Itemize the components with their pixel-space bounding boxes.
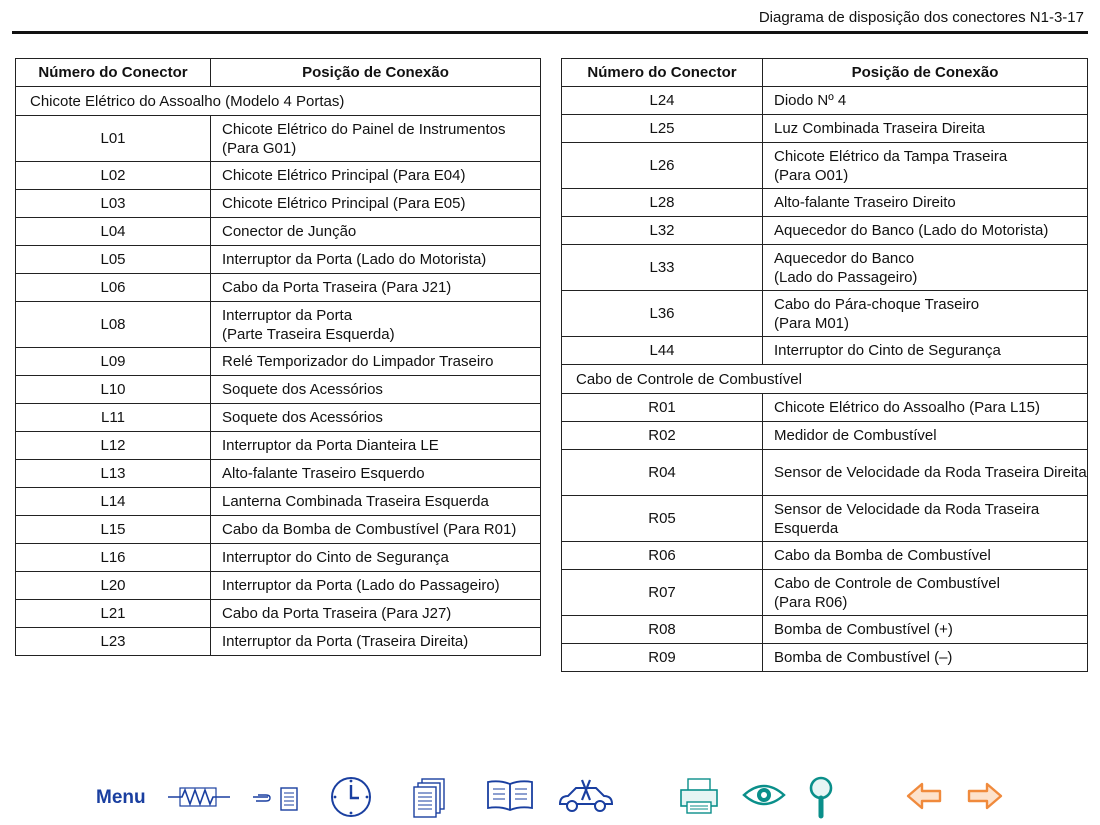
connection-position: Cabo da Bomba de Combustível bbox=[763, 542, 1088, 570]
table-row bbox=[16, 302, 541, 348]
connection-position: Chicote Elétrico Principal (Para E05) bbox=[211, 190, 541, 218]
connection-position: Cabo da Porta Traseira (Para J21) bbox=[211, 274, 541, 302]
connector-number: L12 bbox=[16, 432, 211, 460]
table-row bbox=[562, 217, 1088, 245]
table-row bbox=[562, 115, 1088, 143]
connector-number: L33 bbox=[562, 245, 763, 291]
section-row bbox=[562, 365, 1088, 394]
connector-number: L13 bbox=[16, 460, 211, 488]
table-row bbox=[562, 644, 1088, 672]
column-header-position: Posição de Conexão bbox=[763, 59, 1088, 87]
table-row bbox=[562, 291, 1088, 337]
pointing-hand-icon[interactable] bbox=[250, 785, 302, 813]
connection-position: Aquecedor do Banco (Lado do Passageiro) bbox=[763, 245, 1088, 291]
connection-position: Bomba de Combustível (–) bbox=[763, 644, 1088, 672]
table-row bbox=[562, 570, 1088, 616]
connection-position: Cabo de Controle de Combustível (Para R06) bbox=[763, 570, 1088, 616]
connection-position: Sensor de Velocidade da Roda Traseira Direita bbox=[763, 450, 1088, 496]
connection-position: Chicote Elétrico do Assoalho (Para L15) bbox=[763, 394, 1088, 422]
connection-position: Alto-falante Traseiro Direito bbox=[763, 189, 1088, 217]
connector-number: L11 bbox=[16, 404, 211, 432]
connection-position: Interruptor do Cinto de Segurança bbox=[211, 544, 541, 572]
connection-position: Conector de Junção bbox=[211, 218, 541, 246]
section-row bbox=[16, 87, 541, 116]
connection-position: Aquecedor do Banco (Lado do Motorista) bbox=[763, 217, 1088, 245]
connection-position: Chicote Elétrico da Tampa Traseira (Para O01) bbox=[763, 143, 1088, 189]
connection-position: Interruptor da Porta Dianteira LE bbox=[211, 432, 541, 460]
connector-number: R02 bbox=[562, 422, 763, 450]
connector-table-right bbox=[561, 58, 1088, 672]
table-row bbox=[16, 348, 541, 376]
connection-position: Lanterna Combinada Traseira Esquerda bbox=[211, 488, 541, 516]
table-row bbox=[562, 542, 1088, 570]
menu-link[interactable]: Menu bbox=[96, 787, 146, 808]
table-row bbox=[562, 87, 1088, 115]
table-row bbox=[16, 516, 541, 544]
connector-number: L24 bbox=[562, 87, 763, 115]
connector-number: L16 bbox=[16, 544, 211, 572]
header-rule bbox=[12, 31, 1088, 34]
connection-position: Bomba de Combustível (+) bbox=[763, 616, 1088, 644]
table-header-row bbox=[562, 59, 1088, 87]
connector-number: R01 bbox=[562, 394, 763, 422]
connector-number: L25 bbox=[562, 115, 763, 143]
connector-number: R06 bbox=[562, 542, 763, 570]
connection-position: Soquete dos Acessórios bbox=[211, 376, 541, 404]
connection-position: Interruptor da Porta (Lado do Motorista) bbox=[211, 246, 541, 274]
connection-position: Alto-falante Traseiro Esquerdo bbox=[211, 460, 541, 488]
table-row bbox=[562, 143, 1088, 189]
resistor-icon[interactable] bbox=[166, 783, 232, 811]
table-row bbox=[16, 600, 541, 628]
connector-number: L20 bbox=[16, 572, 211, 600]
section-title: Cabo de Controle de Combustível bbox=[562, 365, 1088, 394]
connection-position: Interruptor da Porta (Parte Traseira Esquerda) bbox=[211, 302, 541, 348]
connector-number: R09 bbox=[562, 644, 763, 672]
connector-number: L01 bbox=[16, 116, 211, 162]
column-header-position: Posição de Conexão bbox=[211, 59, 541, 87]
connection-position: Diodo Nº 4 bbox=[763, 87, 1088, 115]
column-header-number: Número do Conector bbox=[16, 59, 211, 87]
connector-number: L04 bbox=[16, 218, 211, 246]
connector-table-left bbox=[15, 58, 541, 656]
connection-position: Chicote Elétrico do Painel de Instrumentos (Para G01) bbox=[211, 116, 541, 162]
connection-position: Interruptor do Cinto de Segurança bbox=[763, 337, 1088, 365]
connector-number: L09 bbox=[16, 348, 211, 376]
connector-number: L44 bbox=[562, 337, 763, 365]
section-title: Chicote Elétrico do Assoalho (Modelo 4 Portas) bbox=[16, 87, 541, 116]
documents-icon[interactable] bbox=[410, 776, 450, 822]
column-header-number: Número do Conector bbox=[562, 59, 763, 87]
table-row bbox=[16, 404, 541, 432]
table-row bbox=[16, 628, 541, 656]
page-title: Diagrama de disposição dos conectores N1-3-17 bbox=[758, 9, 1084, 26]
table-row bbox=[16, 432, 541, 460]
table-row bbox=[16, 460, 541, 488]
connection-position: Interruptor da Porta (Lado do Passageiro) bbox=[211, 572, 541, 600]
connection-position: Sensor de Velocidade da Roda Traseira Esquerda bbox=[763, 496, 1088, 542]
connector-number: L26 bbox=[562, 143, 763, 189]
book-icon[interactable] bbox=[484, 778, 536, 814]
table-row bbox=[562, 189, 1088, 217]
connector-number: L05 bbox=[16, 246, 211, 274]
connection-position: Chicote Elétrico Principal (Para E04) bbox=[211, 162, 541, 190]
connector-number: L32 bbox=[562, 217, 763, 245]
connection-position: Soquete dos Acessórios bbox=[211, 404, 541, 432]
connector-number: L15 bbox=[16, 516, 211, 544]
connector-number: L02 bbox=[16, 162, 211, 190]
connector-number: R08 bbox=[562, 616, 763, 644]
connection-position: Luz Combinada Traseira Direita bbox=[763, 115, 1088, 143]
table-row bbox=[16, 544, 541, 572]
table-header-row bbox=[16, 59, 541, 87]
connection-position: Medidor de Combustível bbox=[763, 422, 1088, 450]
connector-number: L28 bbox=[562, 189, 763, 217]
connector-number: R05 bbox=[562, 496, 763, 542]
eye-icon[interactable] bbox=[741, 781, 787, 809]
table-row bbox=[16, 572, 541, 600]
connection-position: Cabo do Pára-choque Traseiro (Para M01) bbox=[763, 291, 1088, 337]
table-row bbox=[16, 190, 541, 218]
table-row bbox=[562, 245, 1088, 291]
connector-number: L14 bbox=[16, 488, 211, 516]
connector-number: L08 bbox=[16, 302, 211, 348]
table-row bbox=[16, 162, 541, 190]
connector-number: L21 bbox=[16, 600, 211, 628]
connector-number: L36 bbox=[562, 291, 763, 337]
printer-icon[interactable] bbox=[678, 776, 720, 816]
connector-number: R07 bbox=[562, 570, 763, 616]
connection-position: Interruptor da Porta (Traseira Direita) bbox=[211, 628, 541, 656]
connector-number: L06 bbox=[16, 274, 211, 302]
table-row bbox=[16, 376, 541, 404]
arrow-right-icon[interactable] bbox=[966, 780, 1004, 812]
table-row bbox=[562, 394, 1088, 422]
table-row bbox=[16, 246, 541, 274]
table-row bbox=[16, 218, 541, 246]
table-row bbox=[16, 488, 541, 516]
connector-number: L03 bbox=[16, 190, 211, 218]
arrow-left-icon[interactable] bbox=[905, 780, 943, 812]
clock-icon[interactable] bbox=[328, 774, 374, 820]
table-row bbox=[16, 116, 541, 162]
connector-number: R04 bbox=[562, 450, 763, 496]
connection-position: Relé Temporizador do Limpador Traseiro bbox=[211, 348, 541, 376]
connector-number: L23 bbox=[16, 628, 211, 656]
table-row bbox=[562, 422, 1088, 450]
table-row bbox=[562, 616, 1088, 644]
table-row bbox=[562, 496, 1088, 542]
table-row bbox=[562, 337, 1088, 365]
magnifier-icon[interactable] bbox=[806, 774, 836, 820]
connection-position: Cabo da Porta Traseira (Para J27) bbox=[211, 600, 541, 628]
connection-position: Cabo da Bomba de Combustível (Para R01) bbox=[211, 516, 541, 544]
table-row bbox=[16, 274, 541, 302]
table-row bbox=[562, 450, 1088, 496]
car-tools-icon[interactable] bbox=[556, 776, 616, 816]
connector-number: L10 bbox=[16, 376, 211, 404]
